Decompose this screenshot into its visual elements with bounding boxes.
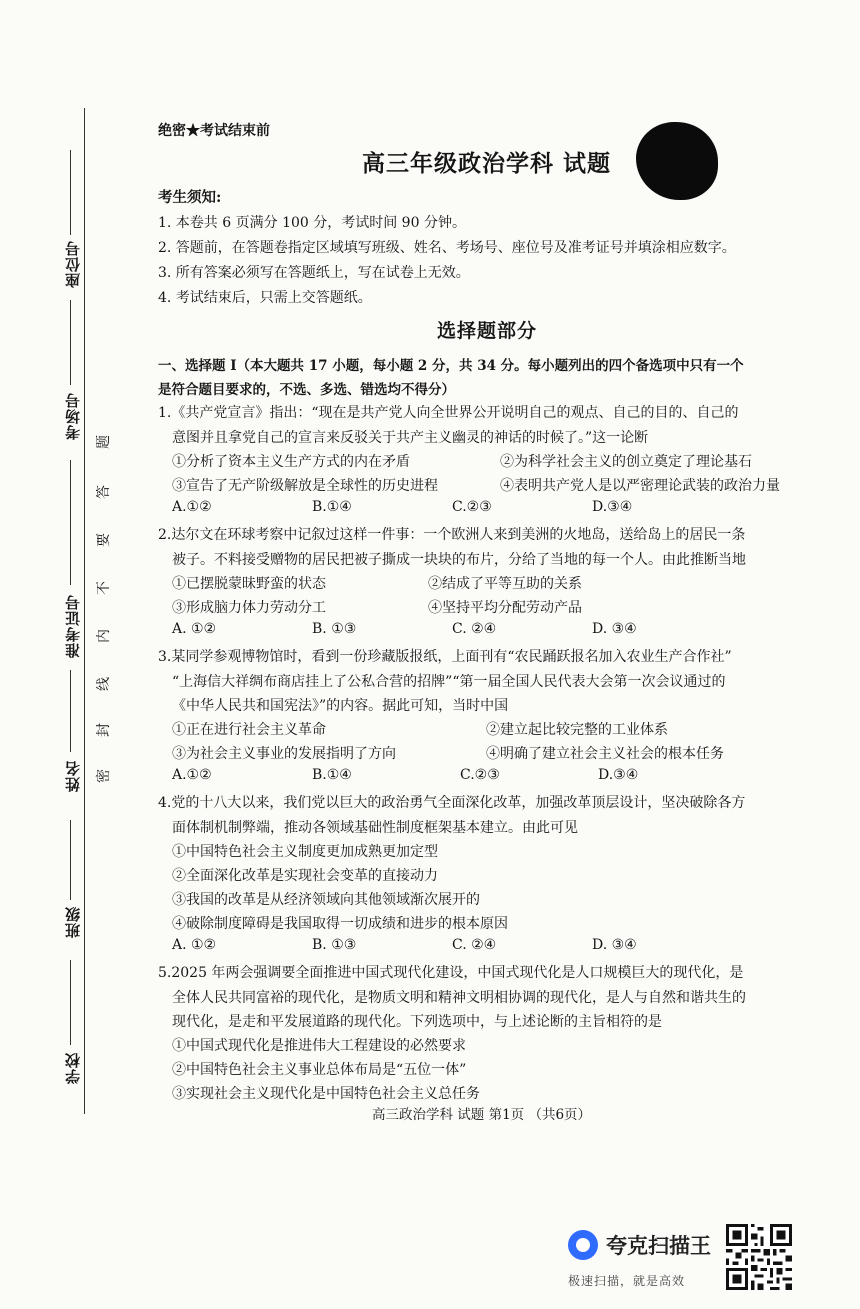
choice-a: A. ①②: [172, 937, 217, 953]
choice-c: C. ②④: [452, 937, 497, 953]
choice-b: B. ①③: [312, 621, 357, 637]
choice-d: D.③④: [592, 499, 633, 515]
choice-a: A. ①②: [172, 621, 217, 637]
question-stem: 5.2025 年两会强调要全面推进中国式现代化建设，中国式现代化是人口规模巨大的现代化，是: [158, 965, 744, 981]
binding-line: [84, 108, 85, 1114]
option-item: ①中国式现代化是推进伟大工程建设的必然要求: [172, 1038, 466, 1054]
option-item: ③为社会主义事业的发展指明了方向: [172, 746, 396, 762]
option-item: ④明确了建立社会主义社会的根本任务: [486, 746, 724, 762]
section-instruction: 一、选择题 I（本大题共 17 小题，每小题 2 分，共 34 分。每小题列出的四个备选项中只有一个: [158, 358, 744, 374]
question-stem: 2.达尔文在环球考察中记叙过这样一件事：一个欧洲人来到美洲的火地岛，送给岛上的居民一条: [158, 527, 746, 543]
option-item: ②为科学社会主义的创立奠定了理论基石: [500, 454, 752, 470]
field-label: 准考证号: [64, 594, 82, 658]
question-stem: 意图并且拿党自己的宣言来反驳关于共产主义幽灵的神话的时候了。”这一论断: [172, 430, 649, 446]
choice-b: B. ①③: [312, 937, 357, 953]
notice-item: 3. 所有答案必须写在答题纸上，写在试卷上无效。: [158, 265, 470, 281]
choice-b: B.①④: [312, 499, 352, 515]
field-label: 考场号: [64, 392, 82, 440]
option-item: ③我国的改革是从经济领域向其他领域渐次展开的: [172, 892, 480, 908]
section-title: 选择题部分: [437, 320, 538, 342]
question-stem: 全体人民共同富裕的现代化，是物质文明和精神文明相协调的现代化，是人与自然和谐共生的: [172, 990, 746, 1006]
fill-line: [70, 820, 71, 900]
option-item: ②中国特色社会主义事业总体布局是“五位一体”: [172, 1062, 467, 1078]
question-stem: 面体制机制弊端，推动各领域基础性制度框架基本建立。由此可见: [172, 820, 578, 836]
redaction-blot: [636, 122, 718, 200]
option-item: ①正在进行社会主义革命: [172, 722, 326, 738]
notice-heading: 考生须知:: [158, 189, 222, 206]
question-stem: 现代化，是走和平发展道路的现代化。下列选项中，与上述论断的主旨相符的是: [172, 1014, 662, 1030]
choice-d: D.③④: [598, 767, 639, 783]
scanner-brand-name: 夸克扫描王: [606, 1234, 711, 1258]
seal-char: 线: [96, 677, 112, 691]
seal-char: 封: [96, 723, 112, 737]
choice-a: A.①②: [172, 499, 212, 515]
option-item: ④破除制度障碍是我国取得一切成绩和进步的根本原因: [172, 916, 508, 932]
page-title: 高三年级政治学科 试题: [362, 150, 612, 177]
secret-marker: 绝密★考试结束前: [158, 123, 270, 139]
option-item: ④表明共产党人是以严密理论武装的政治力量: [500, 478, 780, 494]
fill-line: [70, 960, 71, 1045]
question-stem: 被子。不料接受赠物的居民把被子撕成一块块的布片，分给了当地的每一个人。由此推断当地: [172, 552, 746, 568]
field-label: 学校: [64, 1052, 82, 1084]
question-stem: “上海信大祥绸布商店挂上了公私合营的招牌”“第一届全国人民代表大会第一次会议通过的: [172, 674, 726, 690]
option-item: ②全面深化改革是实现社会变革的直接动力: [172, 868, 438, 884]
field-label: 姓名: [64, 760, 82, 792]
seal-char: 内: [96, 629, 112, 643]
section-instruction: 是符合题目要求的，不选、多选、错选均不得分）: [158, 382, 455, 398]
question-stem: 3.某同学参观博物馆时，看到一份珍藏版报纸，上面刊有“农民踊跃报名加入农业生产合作社”: [158, 649, 732, 665]
option-item: ③宣告了无产阶级解放是全球性的历史进程: [172, 478, 438, 494]
fill-line: [70, 300, 71, 385]
scanner-logo-icon: [568, 1230, 598, 1260]
choice-b: B.①④: [312, 767, 352, 783]
question-stem: 《中华人民共和国宪法》”的内容。据此可知，当时中国: [172, 698, 509, 714]
question-stem: 4.党的十八大以来，我们党以巨大的政治勇气全面深化改革，加强改革顶层设计，坚决破除各方: [158, 795, 746, 811]
binding-margin: [0, 0, 140, 1140]
notice-item: 1. 本卷共 6 页满分 100 分，考试时间 90 分钟。: [158, 215, 466, 231]
question-stem: 1.《共产党宣言》指出：“现在是共产党人向全世界公开说明自己的观点、自己的目的、自己的: [158, 405, 739, 421]
page-footer: 高三政治学科 试题 第1页 （共6页）: [372, 1107, 592, 1123]
notice-item: 2. 答题前，在答题卷指定区域填写班级、姓名、考场号、座位号及准考证号并填涂相应数字。: [158, 240, 736, 256]
qr-code-icon: [726, 1224, 792, 1290]
option-item: ①分析了资本主义生产方式的内在矛盾: [172, 454, 410, 470]
field-label: 班级: [64, 906, 82, 938]
seal-char: 密: [96, 769, 112, 783]
choice-d: D. ③④: [592, 937, 637, 953]
fill-line: [70, 150, 71, 235]
choice-c: C.②③: [460, 767, 500, 783]
option-item: ③形成脑力体力劳动分工: [172, 600, 326, 616]
fill-line: [70, 460, 71, 585]
option-item: ④坚持平均分配劳动产品: [428, 600, 582, 616]
option-item: ①中国特色社会主义制度更加成熟更加定型: [172, 844, 438, 860]
choice-d: D. ③④: [592, 621, 637, 637]
seal-char: 题: [96, 435, 112, 449]
choice-a: A.①②: [172, 767, 212, 783]
option-item: ①已摆脱蒙昧野蛮的状态: [172, 576, 326, 592]
seal-char: 不: [96, 581, 112, 595]
option-item: ②结成了平等互助的关系: [428, 576, 582, 592]
field-label: 座位号: [64, 240, 82, 288]
choice-c: C.②③: [452, 499, 492, 515]
seal-char: 答: [96, 485, 112, 499]
option-item: ②建立起比较完整的工业体系: [486, 722, 668, 738]
scanner-watermark: [568, 1222, 803, 1292]
seal-char: 要: [96, 533, 112, 547]
scanner-slogan: 极速扫描，就是高效: [568, 1274, 686, 1288]
notice-item: 4. 考试结束后，只需上交答题纸。: [158, 290, 372, 306]
fill-line: [70, 670, 71, 752]
option-item: ③实现社会主义现代化是中国特色社会主义总任务: [172, 1086, 480, 1102]
choice-c: C. ②④: [452, 621, 497, 637]
